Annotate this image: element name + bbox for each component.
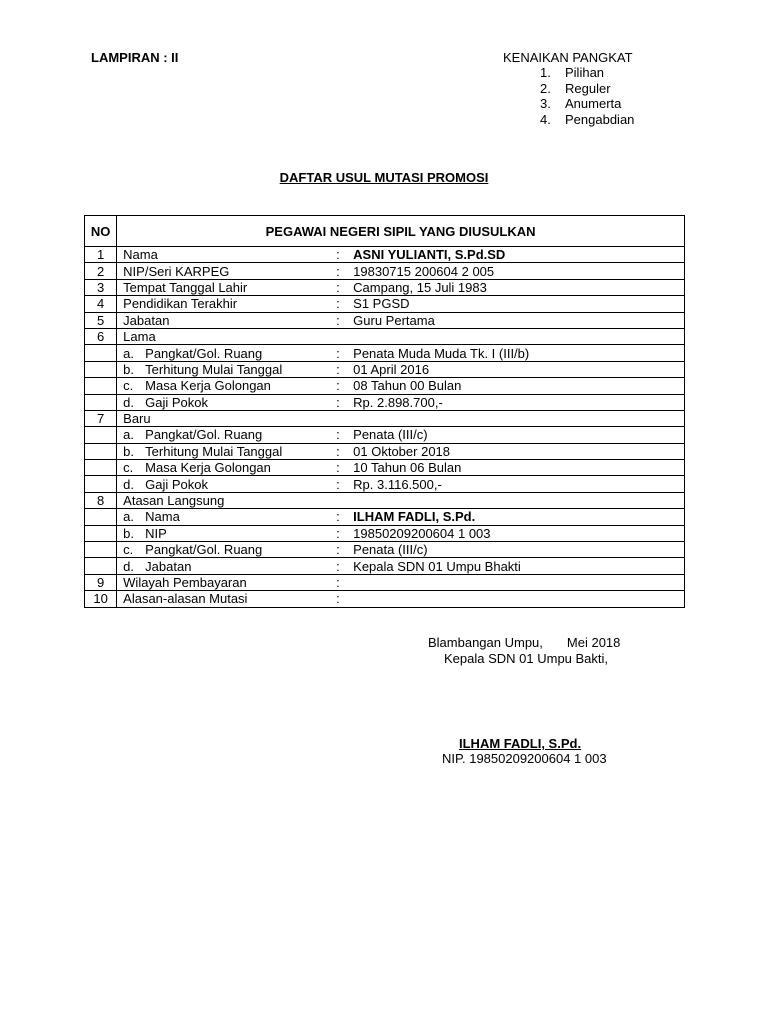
- field-label-text: Gaji Pokok: [145, 394, 209, 410]
- row-field: [117, 328, 685, 344]
- field-separator: :: [336, 542, 340, 558]
- sub-item-letter: d.: [123, 394, 134, 410]
- field-value: [353, 329, 684, 344]
- field-value: Rp. 2.898.700,-: [353, 394, 443, 410]
- field-label-text: Terhitung Mulai Tanggal: [145, 361, 283, 377]
- row-number: [85, 476, 117, 492]
- field-label: [123, 526, 336, 541]
- table-row: [85, 296, 685, 312]
- table-row: [85, 558, 685, 574]
- row-field: [117, 247, 685, 263]
- row-field: [117, 525, 685, 541]
- row-field: [117, 542, 685, 558]
- row-number: 7: [85, 410, 117, 426]
- field-label-text: Pangkat/Gol. Ruang: [145, 427, 263, 443]
- table-row: [85, 247, 685, 263]
- row-field: [117, 460, 685, 476]
- field-value: 01 Oktober 2018: [353, 443, 451, 459]
- field-value: [353, 493, 684, 508]
- row-number: 1: [85, 247, 117, 263]
- field-label-text: Jabatan: [123, 312, 170, 328]
- field-value: 01 April 2016: [353, 361, 430, 377]
- field-label-text: Wilayah Pembayaran: [123, 575, 247, 590]
- field-label-text: Pendidikan Terakhir: [123, 296, 238, 312]
- row-number: [85, 525, 117, 541]
- field-separator: :: [336, 558, 340, 574]
- signature-place: Blambangan Umpu,: [428, 635, 543, 650]
- field-label-text: Nama: [123, 247, 158, 263]
- field-label: [123, 378, 336, 393]
- field-label-text: Lama: [123, 329, 156, 345]
- table-row: [85, 574, 685, 590]
- sub-item-letter: d.: [123, 476, 134, 492]
- column-header-no: NO: [85, 216, 117, 247]
- field-label: [123, 575, 336, 590]
- row-number: [85, 443, 117, 459]
- row-number: [85, 558, 117, 574]
- field-label-text: Tempat Tanggal Lahir: [123, 279, 248, 295]
- promotion-type-list: [540, 65, 634, 127]
- field-label-text: Masa Kerja Golongan: [145, 378, 271, 394]
- row-number: 9: [85, 574, 117, 590]
- field-value: [353, 411, 684, 426]
- table-row: [85, 394, 685, 410]
- field-label: [123, 542, 336, 557]
- field-label: [123, 329, 336, 344]
- field-separator: :: [336, 476, 340, 492]
- field-label: [123, 264, 336, 279]
- row-field: [117, 509, 685, 525]
- field-separator: :: [336, 247, 340, 263]
- field-label: [123, 313, 336, 328]
- table-row: [85, 525, 685, 541]
- field-label: [123, 460, 336, 475]
- field-label: [123, 591, 336, 606]
- field-label: [123, 247, 336, 262]
- field-label-text: Pangkat/Gol. Ruang: [145, 345, 263, 361]
- row-number: [85, 361, 117, 377]
- field-label: [123, 362, 336, 377]
- table-row: [85, 591, 685, 607]
- table-row: [85, 542, 685, 558]
- table-row: [85, 312, 685, 328]
- table-row: [85, 345, 685, 361]
- row-number: 5: [85, 312, 117, 328]
- field-label-text: NIP/Seri KARPEG: [123, 263, 230, 279]
- row-field: [117, 492, 685, 508]
- table-row: [85, 476, 685, 492]
- signer-nip: NIP. 19850209200604 1 003: [442, 751, 607, 766]
- row-field: [117, 394, 685, 410]
- sub-item-letter: b.: [123, 525, 134, 541]
- field-label: [123, 493, 336, 508]
- row-field: [117, 263, 685, 279]
- row-number: [85, 427, 117, 443]
- table-row: [85, 279, 685, 295]
- field-label-text: Nama: [145, 509, 180, 525]
- field-separator: :: [336, 361, 340, 377]
- table-row: [85, 443, 685, 459]
- table-row: [85, 509, 685, 525]
- field-label: [123, 427, 336, 442]
- field-separator: [336, 329, 353, 344]
- field-separator: :: [336, 460, 340, 476]
- row-number: [85, 542, 117, 558]
- row-field: [117, 427, 685, 443]
- field-separator: [336, 411, 353, 426]
- row-field: [117, 410, 685, 426]
- field-label: [123, 280, 336, 295]
- field-separator: :: [336, 525, 340, 541]
- field-value: [353, 575, 684, 590]
- field-separator: [336, 493, 353, 508]
- sub-item-letter: c.: [123, 542, 134, 558]
- table-row: [85, 263, 685, 279]
- row-number: 8: [85, 492, 117, 508]
- row-number: [85, 509, 117, 525]
- field-separator: :: [336, 509, 340, 525]
- field-value: Kepala SDN 01 Umpu Bhakti: [353, 558, 521, 574]
- table-row: [85, 328, 685, 344]
- row-field: [117, 345, 685, 361]
- field-value: [353, 591, 684, 606]
- row-number: [85, 378, 117, 394]
- field-label: [123, 395, 336, 410]
- field-value: Rp. 3.116.500,-: [353, 476, 442, 492]
- field-value: ASNI YULIANTI, S.Pd.SD: [353, 247, 506, 263]
- row-number: [85, 345, 117, 361]
- sub-item-letter: a.: [123, 345, 134, 361]
- row-field: [117, 476, 685, 492]
- field-separator: :: [336, 443, 340, 459]
- field-label-text: Alasan-alasan Mutasi: [123, 591, 248, 607]
- field-value: Campang, 15 Juli 1983: [353, 279, 487, 295]
- field-separator: :: [336, 345, 340, 361]
- row-field: [117, 591, 685, 607]
- field-label-text: NIP: [145, 525, 167, 541]
- employee-table: [84, 215, 685, 608]
- field-separator: :: [336, 427, 340, 443]
- field-separator: :: [336, 312, 340, 328]
- field-value: S1 PGSD: [353, 296, 410, 312]
- table-row: [85, 378, 685, 394]
- field-value: Penata Muda Muda Tk. I (III/b): [353, 345, 530, 361]
- row-field: [117, 361, 685, 377]
- signer-position: Kepala SDN 01 Umpu Bakti,: [444, 651, 609, 666]
- table-row: [85, 492, 685, 508]
- promotion-type-option: 1. Pilihan: [540, 65, 605, 80]
- row-number: 6: [85, 328, 117, 344]
- row-field: [117, 312, 685, 328]
- attachment-label: LAMPIRAN : II: [91, 50, 179, 65]
- row-number: [85, 460, 117, 476]
- row-field: [117, 443, 685, 459]
- row-field: [117, 558, 685, 574]
- field-label: [123, 444, 336, 459]
- field-label-text: Baru: [123, 411, 151, 427]
- field-value: Penata (III/c): [353, 542, 428, 558]
- field-label: [123, 477, 336, 492]
- field-label: [123, 559, 336, 574]
- row-number: 2: [85, 263, 117, 279]
- place-date: [428, 635, 620, 650]
- sub-item-letter: c.: [123, 378, 134, 394]
- promotion-type-title: KENAIKAN PANGKAT: [503, 50, 633, 65]
- column-header-employee: PEGAWAI NEGERI SIPIL YANG DIUSULKAN: [117, 216, 685, 247]
- field-value: 08 Tahun 00 Bulan: [353, 378, 462, 394]
- row-field: [117, 574, 685, 590]
- row-field: [117, 378, 685, 394]
- field-label-text: Atasan Langsung: [123, 493, 225, 509]
- field-label: [123, 509, 336, 524]
- row-number: 3: [85, 279, 117, 295]
- field-label-text: Pangkat/Gol. Ruang: [145, 542, 263, 558]
- table-row: [85, 427, 685, 443]
- promotion-type-option: 4. Pengabdian: [540, 111, 635, 127]
- field-value: 19850209200604 1 003: [353, 525, 491, 541]
- sub-item-letter: d.: [123, 558, 134, 574]
- field-value: 10 Tahun 06 Bulan: [353, 460, 462, 476]
- sub-item-letter: b.: [123, 443, 134, 459]
- field-label-text: Jabatan: [145, 558, 192, 574]
- sub-item-letter: c.: [123, 460, 134, 476]
- sub-item-letter: b.: [123, 361, 134, 377]
- field-label-text: Masa Kerja Golongan: [145, 460, 271, 476]
- field-separator: :: [336, 263, 340, 279]
- row-field: [117, 296, 685, 312]
- field-separator: :: [336, 279, 340, 295]
- row-number: [85, 394, 117, 410]
- document-title: DAFTAR USUL MUTASI PROMOSI: [279, 170, 489, 185]
- promotion-type-option: 3. Anumerta: [540, 96, 622, 111]
- field-value: ILHAM FADLI, S.Pd.: [353, 509, 476, 525]
- field-value: Penata (III/c): [353, 427, 428, 443]
- sub-item-letter: a.: [123, 427, 134, 443]
- field-value: 19830715 200604 2 005: [353, 263, 495, 279]
- row-number: 4: [85, 296, 117, 312]
- field-label: [123, 411, 336, 426]
- field-separator: :: [336, 394, 340, 410]
- field-label-text: Terhitung Mulai Tanggal: [145, 443, 283, 459]
- table-row: [85, 410, 685, 426]
- table-row: [85, 361, 685, 377]
- row-number: 10: [85, 591, 117, 607]
- field-separator: :: [336, 575, 340, 590]
- field-separator: :: [336, 591, 340, 607]
- field-label: [123, 296, 336, 311]
- signature-date: Mei 2018: [566, 635, 621, 650]
- field-label: [123, 346, 336, 361]
- sub-item-letter: a.: [123, 509, 134, 525]
- table-header-row: [85, 216, 685, 247]
- promotion-type-option: 2. Reguler: [540, 80, 611, 96]
- row-field: [117, 279, 685, 295]
- table-row: [85, 460, 685, 476]
- field-value: Guru Pertama: [353, 312, 435, 328]
- field-label-text: Gaji Pokok: [145, 476, 209, 492]
- field-separator: :: [336, 296, 340, 312]
- signer-name: ILHAM FADLI, S.Pd.: [459, 736, 582, 751]
- field-separator: :: [336, 378, 340, 394]
